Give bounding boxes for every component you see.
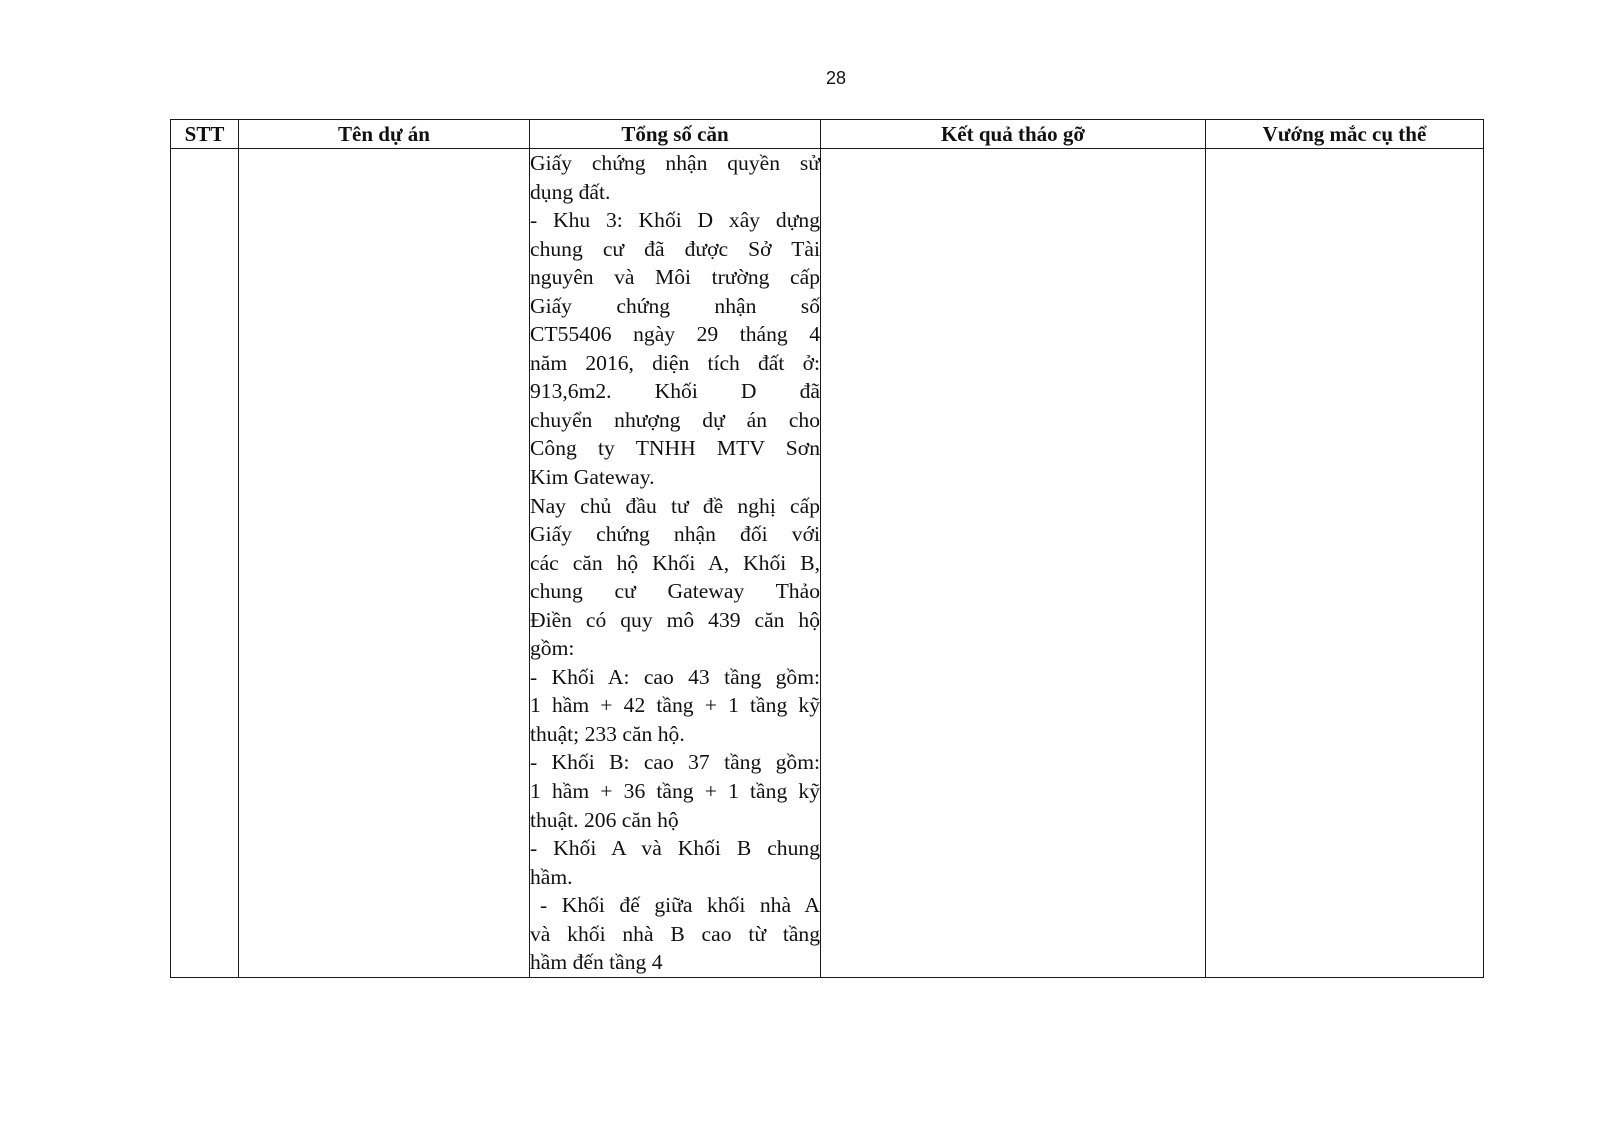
- total-units-line: CT55406 ngày 29 tháng 4: [530, 322, 820, 347]
- total-units-line: Điền có quy mô 439 căn hộ: [530, 607, 820, 632]
- total-units-line: hầm.: [530, 864, 573, 889]
- total-units-line: chung cư Gateway Thảo: [530, 579, 820, 604]
- total-units-line: 1 hầm + 42 tầng + 1 tầng kỹ: [530, 693, 820, 718]
- total-units-line: thuật. 206 căn hộ: [530, 807, 679, 832]
- cell-total-units: [530, 149, 821, 978]
- total-units-line: - Khu 3: Khối D xây dựng: [530, 208, 820, 233]
- cell-resolution-result: [821, 149, 1206, 978]
- document-table: [170, 119, 1484, 978]
- total-units-line: thuật; 233 căn hộ.: [530, 721, 685, 746]
- total-units-line: Kim Gateway.: [530, 465, 655, 490]
- total-units-line: Giấy chứng nhận quyền sử: [530, 151, 820, 175]
- table-header-row: [171, 120, 1484, 149]
- total-units-line: chuyển nhượng dự án cho: [530, 407, 820, 432]
- total-units-line: và khối nhà B cao từ tầng: [530, 921, 820, 946]
- total-units-line: hầm đến tầng 4: [530, 950, 663, 975]
- total-units-line: Công ty TNHH MTV Sơn: [530, 436, 820, 461]
- cell-stt: [171, 149, 239, 978]
- total-units-line: 1 hầm + 36 tầng + 1 tầng kỹ: [530, 779, 820, 804]
- total-units-line: dụng đất.: [530, 179, 611, 204]
- page-number: 28: [825, 68, 847, 88]
- header-specific-issues: Vướng mắc cụ thể: [1206, 120, 1484, 149]
- total-units-line: - Khối đế giữa khối nhà A: [540, 893, 820, 918]
- total-units-line: Giấy chứng nhận số: [530, 293, 820, 318]
- total-units-line: - Khối A: cao 43 tầng gồm:: [530, 664, 820, 689]
- total-units-line: - Khối A và Khối B chung: [530, 836, 820, 861]
- header-total-units: Tổng số căn: [530, 120, 821, 149]
- total-units-line: Giấy chứng nhận đối với: [530, 522, 820, 547]
- header-project-name: Tên dự án: [239, 120, 530, 149]
- header-resolution-result: Kết quả tháo gỡ: [821, 120, 1206, 149]
- total-units-line: - Khối B: cao 37 tầng gồm:: [530, 750, 820, 775]
- total-units-line: nguyên và Môi trường cấp: [530, 265, 820, 290]
- cell-project-name: [239, 149, 530, 978]
- header-stt: STT: [171, 120, 239, 149]
- total-units-line: các căn hộ Khối A, Khối B,: [530, 550, 820, 575]
- total-units-line: Nay chủ đầu tư đề nghị cấp: [530, 493, 820, 518]
- table-row: [171, 149, 1484, 978]
- total-units-line: năm 2016, diện tích đất ở:: [530, 350, 820, 375]
- total-units-line: 913,6m2. Khối D đã: [530, 379, 820, 404]
- total-units-line: gồm:: [530, 636, 575, 661]
- total-units-line: chung cư đã được Sở Tài: [530, 236, 820, 261]
- cell-specific-issues: [1206, 149, 1484, 978]
